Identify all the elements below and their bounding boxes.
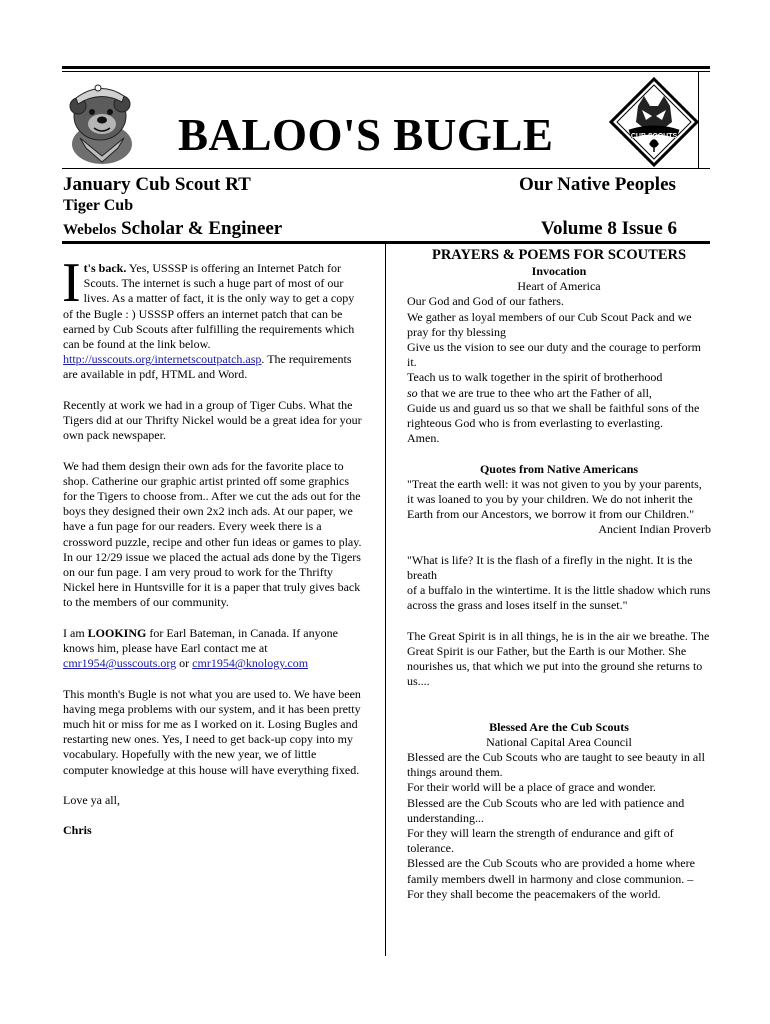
email-link-knology[interactable]: cmr1954@knology.com xyxy=(192,656,309,671)
invocation-line: Our God and God of our fathers. xyxy=(407,294,564,309)
blessed-line: For they shall become the peacemakers of the world. xyxy=(407,886,661,901)
blessed-line: For their world will be a place of grace and wonder. xyxy=(407,780,656,795)
invocation-line: Guide us and guard us so that we shall be faithful sons of the righteous God who is from everlasting to everlasting. xyxy=(407,400,700,431)
webelos-line xyxy=(63,219,282,238)
quote-proverb-attribution: Ancient Indian Proverb xyxy=(598,522,711,537)
quote-life-b: of a buffalo in the wintertime. It is the little shadow which runs across the grass and loses itself in the sunset." xyxy=(407,583,711,613)
ads-paragraph: We had them design their own ads for the favorite place to shop. Catherine our graphic artist printed off some graphics for the Tigers to choose from.. After we cut the ads out for the boys they designed their own 2x2 inch ads. At our paper, we have a fun page for our readers. Every week there is a crossword puzzle, recipe and other fun ideas or games to play. In our 12/29 issue we placed the actual ads done by the Tigers on our fun page. I am very proud to work for the Thrifty Nickel here in Huntsville for it is a paper that truly gives back to the members of our community. xyxy=(63,458,362,610)
invocation-title: Invocation xyxy=(531,264,587,278)
month-line: January Cub Scout RT xyxy=(63,174,251,195)
newsletter-title: BALOO'S BUGLE xyxy=(178,110,554,160)
webelos-prefix: Webelos xyxy=(63,222,117,238)
drop-cap: I xyxy=(62,252,81,314)
emblem-text: CUB SCOUTS xyxy=(630,133,678,140)
quote-great-spirit: The Great Spirit is in all things, he is in the air we breathe. The Great Spirit is our Father, but the Earth is our Mother. She nourishes us, that which we put into the ground she returns to us.... xyxy=(407,628,710,689)
email-or: or xyxy=(176,656,193,671)
quote-proverb: "Treat the earth well: it was not given to you by your parents, it was loaned to you by your children. We do not inherit the Earth from our Ancestors, we borrow it from our Children." xyxy=(407,476,702,522)
blessed-source: National Capital Area Council xyxy=(486,734,632,749)
webelos-theme: Scholar & Engineer xyxy=(121,218,283,239)
looking-pre: I am xyxy=(63,625,88,640)
blessed-title: Blessed Are the Cub Scouts xyxy=(489,719,629,734)
quote-life-a: "What is life? It is the flash of a firefly in the night. It is the breath xyxy=(407,552,693,583)
email-link-usscouts[interactable]: cmr1954@usscouts.org xyxy=(63,656,177,671)
tiger-line: Tiger Cub xyxy=(63,197,134,214)
bugle-problems-paragraph: This month's Bugle is not what you are used to. We have been having mega problems with our system, and it has been pretty much hit or miss for me as I worked on it. Losing Bugles and restarting new ones. Yes, I need to get back-up copy into my vocabulary. Hopefully with the new year, we of little computer knowledge at this house will have everything fixed. xyxy=(63,686,361,777)
baloo-bear-mascot-icon xyxy=(62,78,142,164)
quotes-title: Quotes from Native Americans xyxy=(479,461,639,476)
theme-line: Our Native Peoples xyxy=(519,174,676,195)
invocation-italic: so xyxy=(407,385,418,400)
intro-bold: t's back. xyxy=(83,261,127,275)
top-rule-thick xyxy=(62,66,710,69)
looking-post: for Earl Bateman, in Canada. If anyone knows him, please have Earl contact me at xyxy=(63,625,338,656)
looking-bold: LOOKING xyxy=(87,625,147,640)
invocation-line: Give us the vision to see our duty and the courage to perform it. xyxy=(407,340,701,370)
column-divider xyxy=(385,244,386,956)
blessed-line: Blessed are the Cub Scouts who are provided a home where family members dwell in harmony and close communion. – xyxy=(407,856,695,886)
blessed-line: Blessed are the Cub Scouts who are led with patience and understanding... xyxy=(407,795,685,825)
top-rule-thin xyxy=(62,71,710,72)
left-column xyxy=(62,252,363,839)
intro-paragraph xyxy=(62,252,363,383)
intro-after-link: . The requirements are available in pdf, HTML and Word. xyxy=(63,352,352,382)
intro-text: Yes, USSSP is offering an Internet Patch for Scouts. The internet is such a huge part of most of our lives. As a matter of fact, it is the only way to get a copy of the Bugle : ) USSSP offers an internet patch that can be earned by Cub Scouts after fulfilling the requirements which can be found at the link below. xyxy=(63,261,355,352)
signature: Chris xyxy=(63,823,92,838)
volume-line: Volume 8 Issue 6 xyxy=(541,218,678,239)
looking-paragraph xyxy=(63,626,363,672)
invocation-line: We gather as loyal members of our Cub Scout Pack and we pray for thy blessing xyxy=(407,309,692,339)
closing-line: Love ya all, xyxy=(63,793,120,808)
blessed-line: For they will learn the strength of endurance and gift of tolerance. xyxy=(407,826,674,856)
internet-patch-link[interactable]: http://usscouts.org/internetscoutpatch.asp xyxy=(63,352,262,367)
invocation-italic-rest: that we are true to thee who art the Father of all, xyxy=(417,385,652,400)
invocation-line: Teach us to walk together in the spirit of brotherhood xyxy=(407,370,663,385)
section-title: PRAYERS & POEMS FOR SCOUTERS xyxy=(431,247,687,263)
cub-scouts-emblem-icon xyxy=(608,76,700,168)
invocation-source: Heart of America xyxy=(517,279,601,294)
right-column xyxy=(407,247,711,902)
title-rule xyxy=(62,168,710,169)
header-bottom-rule xyxy=(62,241,710,244)
tiger-cubs-paragraph: Recently at work we had in a group of Tiger Cubs. What the Tigers did at our Thrifty Nickel would be a great idea for your own pack newspaper. xyxy=(63,397,362,443)
invocation-amen: Amen. xyxy=(407,431,440,446)
invocation-line xyxy=(407,386,711,401)
blessed-line: Blessed are the Cub Scouts who are taught to see beauty in all things around them. xyxy=(407,750,705,780)
